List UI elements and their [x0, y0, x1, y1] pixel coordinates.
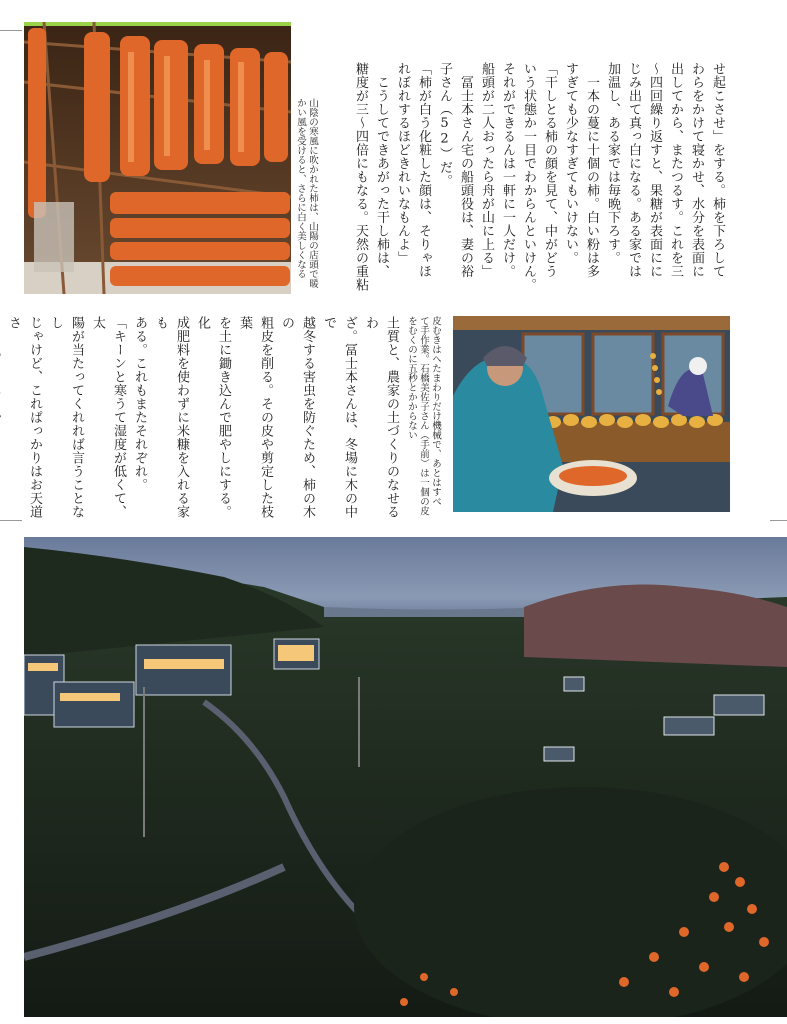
hanging-persimmons-photo — [24, 22, 291, 294]
photo-caption-peeling: 皮むきはへたまわりだけ機械で、あとはすべ て手作業。石橋美佐子さん（手前）は一個の皮 をむくのに五秒とかからない — [406, 316, 441, 516]
crop-mark-top-left — [0, 30, 22, 31]
article-body-left-column: 土質と、農家の土づくりのなせるわ ざ。冨士本さんは、冬場に木の中で 越冬する害虫を防ぐため、柿の木の 粗皮を削る。その皮や剪定した枝葉 を土に鋤き込んで肥やしにする。化 成肥料を使わずに米糠を入れる家も ある。これもまたそれぞれ。 「キーンと寒うて湿度が低くて、太 陽が当たってくれれば言うことなし じゃけど、これぱっかりはお天道さ — [6, 316, 399, 519]
dusk-village-panorama-photo — [24, 537, 787, 1017]
peeling-persimmons-photo — [453, 316, 730, 512]
article-body-right-column: せ起こさせ」をする。柿を下ろして わらをかけて寝かせ、水分を表面に 出してから、またつるす。これを三 〜四回繰り返すと、果糖が表面にに じみ出て真っ白になる。ある家では 加温し、ある家では毎晩下ろす。 一本の蔓に十個の柿。白い粉は多 すぎても少なすぎてもいけない。 「干しとる柿の顔を見て、中がどう いう状態か一目でわからんといけん。 それができるんは一軒に一人だけ。 船頭が二人おったら舟が山に上る」 冨士本さん宅の船頭役は、妻の裕 子さん（52）だ。 「柿が白う化粧した顔は、そりゃほ れぼれするほどきれいなもんよ」 こうしてできあがった干し柿は、 糖度が三〜四倍にもなる。天然の重粘 — [353, 62, 725, 292]
crop-mark-mid-right — [770, 520, 787, 521]
crop-mark-mid-left — [0, 520, 22, 521]
photo-caption-hanging-persimmons: 山陰の寒風に吹かれた柿は、山陽の店頭で暖 かい風を受けると、さらに白く美しくなる — [295, 98, 318, 288]
